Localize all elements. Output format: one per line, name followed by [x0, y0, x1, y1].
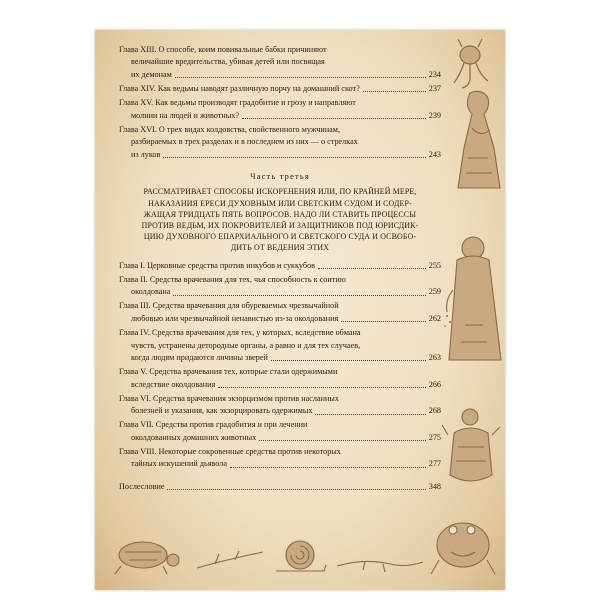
dot-leader: [271, 360, 426, 361]
book-page: [95, 30, 505, 590]
part-three-title: Часть третья: [250, 172, 310, 182]
toc-entry-line: Глава VI. Средства врачевания экзорцизмом против насланных: [119, 393, 339, 403]
snail-illustration: [270, 535, 330, 577]
turtle-illustration: [105, 530, 190, 580]
page-number: 234: [428, 69, 441, 79]
afterword-section: [119, 481, 441, 493]
part-two-tail: [119, 44, 441, 161]
dot-leader: [242, 118, 426, 119]
part-three-description-line: ПРОТИВ ВЕДЬМ, ИХ ПОКРОВИТЕЛЕЙ И ЗАЩИТНИКОВ ПОД ЮРИСДИК-: [141, 221, 419, 231]
toc-entry: [119, 83, 441, 95]
part-three-chapter-list: [119, 260, 441, 471]
dot-leader: [173, 295, 425, 296]
page-number: 262: [428, 313, 441, 323]
toc-entry-line: Глава XV. Как ведьмы производят градобитие и грозу и направляют: [119, 98, 356, 108]
page-number: 237: [428, 84, 441, 94]
part-three-description-line: РАССМАТРИВАЕТ СПОСОБЫ ИСКОРЕНЕНИЯ ИЛИ, ПО КРАЙНЕЙ МЕРЕ,: [143, 187, 417, 197]
twig-illustration: [195, 548, 265, 572]
part-three-description-line: ЦИЮ ДУХОВНОГО ЕПАРХИАЛЬНОГО И СВЕТСКОГО СУДА И ОСВОБО-: [143, 232, 417, 242]
page-number: 263: [428, 352, 441, 362]
toc-entry-line: околдованных домашних животных: [131, 432, 257, 442]
toc-entry-line: молнии на людей и животных?: [131, 110, 239, 120]
dot-leader: [218, 387, 425, 388]
toc-entry-line: любовью или чрезвычайной ненавистью из-за околдования: [131, 313, 339, 323]
toc-entry: [119, 419, 441, 444]
toc-entry-line: Глава V. Средства врачевания тех, которые стали одержимыми: [119, 367, 338, 377]
toc-entry: [119, 366, 441, 391]
page-number: 275: [428, 432, 441, 442]
page-number: 239: [428, 110, 441, 120]
page-number: 277: [428, 459, 441, 469]
toc-entry-line: Глава VIII. Некоторые сокровенные средства против некоторых: [119, 446, 341, 456]
dot-leader: [259, 440, 425, 441]
toc-entry-line: Глава III. Средства врачевания для обуреваемых чрезвычайной: [119, 301, 339, 311]
page-number: 243: [428, 149, 441, 159]
toc-entry-line: Глава VII. Средства против градобития и при лечении: [119, 420, 308, 430]
hooded-figure-illustration: [443, 230, 505, 365]
dot-leader: [167, 489, 425, 490]
toc-entry: [119, 393, 441, 418]
page-number: 259: [428, 287, 441, 297]
table-of-contents: [119, 44, 441, 495]
part-three-description: [119, 186, 441, 253]
toc-entry-line: Глава IV. Средства врачевания для тех, у которых, вследствие обмана: [119, 328, 361, 338]
toc-entry-line: тайных искушений дьявола: [131, 459, 227, 469]
toc-entry: [119, 44, 441, 81]
toc-entry-line: болезней и указания, как экзорцировать одержимых: [131, 406, 313, 416]
toc-entry: [119, 327, 441, 364]
toc-entry-line: Послесловие: [119, 481, 165, 491]
part-three-description-line: ДИТЬ ОТ ВЕДЕНИЯ ЭТИХ: [230, 243, 330, 253]
page-number: 268: [428, 406, 441, 416]
dot-leader: [341, 321, 425, 322]
toc-entry-line: Глава XIV. Как ведьмы наводят различную порчу на домашний скот?: [119, 84, 360, 94]
page-number: 348: [428, 481, 441, 491]
toc-entry: [119, 124, 441, 161]
dot-leader: [230, 467, 426, 468]
toc-entry-line: вследствие околдования: [131, 379, 216, 389]
toc-entry-line: разбираемых в трех разделах и в последнем из них — о стрелках: [131, 137, 358, 147]
page-number: 266: [428, 379, 441, 389]
toad-creature-illustration: [425, 500, 500, 580]
dot-leader: [315, 414, 425, 415]
toc-entry: [119, 300, 441, 325]
part-three-description-line: НАКАЗАНИЯ ЕРЕСИ ДУХОВНЫМ ИЛИ СВЕТСКИМ СУДОМ И СОДЕР-: [148, 198, 412, 208]
toc-entry-line: величайшие вредительства, убивая детей или посвящая: [131, 57, 325, 67]
dot-leader: [163, 157, 425, 158]
page-number: 255: [428, 260, 441, 270]
toc-entry: [119, 446, 441, 471]
dot-leader: [175, 77, 426, 78]
toc-entry-line: Глава II. Средства врачевания для тех, чья способность к соитию: [119, 274, 346, 284]
toc-entry-line: чувств, устранены детородные органы, а равно и для тех случаев,: [131, 340, 361, 350]
creature-in-pot-illustration: [440, 405, 502, 490]
part-three-description-line: ЖАЩАЯ ТРИДЦАТЬ ПЯТЬ ВОПРОСОВ. НАДО ЛИ СТАВИТЬ ПРОЦЕССЫ: [143, 209, 417, 219]
dot-leader: [318, 268, 426, 269]
toc-entry-line: из луков: [131, 149, 161, 159]
toc-entry-line: их демонам: [131, 69, 172, 79]
toc-entry: [119, 274, 441, 299]
robed-figure-illustration: [450, 88, 505, 193]
toc-entry: [119, 481, 441, 493]
toc-entry: [119, 260, 441, 272]
devil-figure-illustration: [440, 35, 500, 90]
toc-entry-line: когда людям придаются личины зверей: [131, 352, 268, 362]
toc-entry-line: околдована: [131, 287, 171, 297]
lizard-illustration: [335, 552, 425, 574]
toc-entry-line: Глава XIII. О способе, коим повивальные бабки причиняют: [119, 45, 327, 54]
dot-leader: [363, 91, 426, 92]
toc-entry-line: Глава I. Церковные средства против инкубов и суккубов: [119, 260, 316, 270]
toc-entry: [119, 97, 441, 122]
toc-entry-line: Глава XVI. О трех видах колдовства, свойственного мужчинам,: [119, 124, 341, 134]
